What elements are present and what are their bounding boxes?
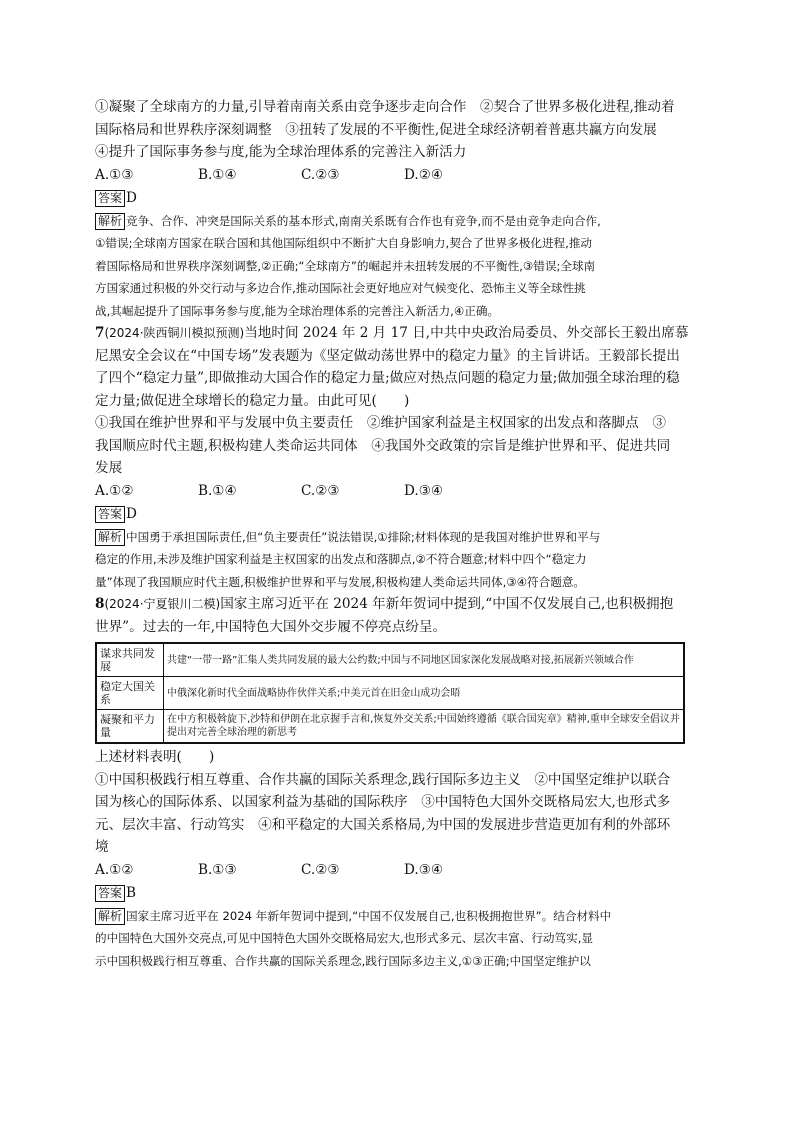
explain-tag: 解析	[95, 213, 125, 230]
answer-value: D	[126, 190, 137, 206]
q8-explanation	[95, 905, 705, 973]
option-d: D.③④	[404, 861, 444, 878]
option-a: A.①②	[95, 482, 134, 499]
q7-explanation	[95, 526, 705, 594]
table-row	[96, 710, 684, 744]
explain-line: 竞争、合作、冲突是国际关系的基本形式,南南关系既有合作也有竞争,而不是由竞争走向合作,	[126, 213, 601, 228]
q6-choices	[95, 96, 705, 164]
explain-line: 着国际格局和世界秩序深刻调整,②正确;“全球南方”的崛起并未扭转发展的不平衡性,③错误;全球南	[95, 258, 596, 273]
explain-line: 国家主席习近平在 2024 年新年贺词中提到,“中国不仅发展自己,也积极拥抱世界”。结合材料中	[126, 908, 612, 923]
explain-line: 量”体现了我国顺应时代主题,积极维护世界和平与发展,积极构建人类命运共同体,③④符合题意。	[95, 574, 586, 589]
answer-tag: 答案	[95, 506, 125, 523]
option-c: C.②③	[301, 861, 340, 878]
explain-tag: 解析	[95, 908, 125, 925]
stem-line: 国家主席习近平在 2024 年新年贺词中提到,“中国不仅发展自己,也积极拥抱	[220, 596, 674, 612]
q7-options	[95, 480, 705, 503]
answer-tag: 答案	[95, 885, 125, 902]
q6-explanation	[95, 210, 705, 323]
q8-stem	[95, 593, 705, 638]
question-number: 7	[95, 325, 105, 341]
question-prompt: 上述材料表明( )	[95, 749, 215, 765]
option-b: B.①④	[198, 166, 237, 183]
question-number: 8	[95, 596, 105, 612]
option-d: D.②④	[404, 166, 444, 183]
explain-line: ①错误;全球南方国家在联合国和其他国际组织中不断扩大自身影响力,契合了世界多极化进程,推动	[95, 236, 593, 250]
option-c: C.②③	[301, 482, 340, 499]
stem-line: 当地时间 2024 年 2 月 17 日,中共中央政治局委员、外交部长王毅出席慕	[244, 325, 689, 341]
choice-line: 国为核心的国际体系、以国家利益为基础的国际秩序 ③中国特色大国外交既格局宏大,也形式多	[95, 794, 671, 810]
choice-line: 国际格局和世界秩序深刻调整 ③扭转了发展的不平衡性,促进全球经济朝着普惠共赢方向发展	[95, 121, 657, 138]
explain-tag: 解析	[95, 529, 125, 546]
option-c: C.②③	[301, 166, 340, 183]
choice-line: ①中国积极践行相互尊重、合作共赢的国际关系理念,践行国际多边主义 ②中国坚定维护以联合	[95, 771, 671, 788]
stem-line: 定力量;做促进全球增长的稳定力量。由此可见( )	[95, 392, 410, 409]
option-a: A.①②	[95, 861, 134, 878]
q8-choices	[95, 769, 705, 859]
explain-line: 战,其崛起提升了国际事务参与度,能为全球治理体系的完善注入新活力,④正确。	[95, 303, 500, 318]
q7-answer	[95, 503, 705, 526]
answer-tag: 答案	[95, 190, 125, 207]
option-b: B.①④	[198, 482, 237, 499]
explain-line: 稳定的作用,未涉及维护国家利益是主权国家的出发点和落脚点,②不符合题意;材料中四个“稳定力	[95, 552, 587, 566]
table-row-head: 稳定大国关系	[96, 677, 164, 710]
explain-line: 方国家通过积极的外交行动与多边合作,推动国际社会更好地应对气候变化、恐怖主义等全球性挑	[95, 281, 586, 295]
choice-line: 元、层次丰富、行动笃实 ④和平稳定的大国关系格局,为中国的发展进步营造更加有利的外部环	[95, 816, 671, 833]
table-row-head: 谋求共同发展	[96, 643, 164, 677]
option-d: D.③④	[404, 482, 444, 499]
table-row	[96, 677, 684, 710]
option-a: A.①③	[95, 166, 134, 183]
q7-stem	[95, 322, 705, 412]
stem-line: 了四个“稳定力量”,即做推动大国合作的稳定力量;做应对热点问题的稳定力量;做加强全球治理的稳	[95, 370, 680, 386]
table-row-head: 凝聚和平力量	[96, 710, 164, 744]
table-row-body: 共建“一带一路”汇集人类共同发展的最大公约数;中国与不同地区国家深化发展战略对接,拓展新兴领域合作	[164, 643, 685, 677]
choice-line: ①凝聚了全球南方的力量,引导着南南关系由竞争逐步走向合作 ②契合了世界多极化进程,推动着	[95, 99, 675, 115]
table-row	[96, 643, 684, 677]
explain-line: 中国勇于承担国际责任,但“负主要责任”说法错误,①排除;材料体现的是我国对维护世界和平与	[126, 529, 601, 544]
option-b: B.①③	[198, 861, 237, 878]
table-row-body: 中俄深化新时代全面战略协作伙伴关系;中美元首在旧金山成功会晤	[164, 677, 685, 710]
document-page	[95, 96, 705, 972]
q6-options	[95, 164, 705, 187]
choice-line: 境	[95, 839, 109, 855]
explain-line: 示中国积极践行相互尊重、合作共赢的国际关系理念,践行国际多边主义,①③正确;中国坚定维护以	[95, 953, 591, 968]
choice-line: 我国顺应时代主题,积极构建人类命运共同体 ④我国外交政策的宗旨是维护世界和平、促进共同	[95, 437, 671, 454]
answer-value: D	[126, 506, 137, 522]
choice-line: ④提升了国际事务参与度,能为全球治理体系的完善注入新活力	[95, 144, 467, 160]
q8-answer	[95, 882, 705, 905]
explain-line: 的中国特色大国外交亮点,可见中国特色大国外交既格局宏大,也形式多元、层次丰富、行动笃实,显	[95, 931, 593, 945]
q7-choices	[95, 412, 705, 480]
table-row-body: 在中方积极斡旋下,沙特和伊朗在北京握手言和,恢复外交关系;中国始终遵循《联合国宪章》精神,重申全球安全倡议并提出对完善全球治理的新思考	[164, 710, 685, 744]
choice-line: ①我国在维护世界和平与发展中负主要责任 ②维护国家利益是主权国家的出发点和落脚点 ③	[95, 415, 666, 431]
stem-line: 尼黑安全会议在“中国专场”发表题为《坚定做动荡世界中的稳定力量》的主旨讲话。王毅部长提出	[95, 347, 680, 364]
answer-value: B	[126, 885, 137, 901]
q8-options	[95, 859, 705, 882]
question-source: (2024·陕西铜川模拟预测)	[104, 326, 245, 340]
stem-line: 世界”。过去的一年,中国特色大国外交步履不停亮点纷呈。	[95, 618, 447, 635]
question-source: (2024·宁夏银川二模)	[104, 597, 221, 611]
q6-answer	[95, 187, 705, 210]
choice-line: 发展	[95, 460, 123, 476]
material-table	[95, 642, 685, 744]
